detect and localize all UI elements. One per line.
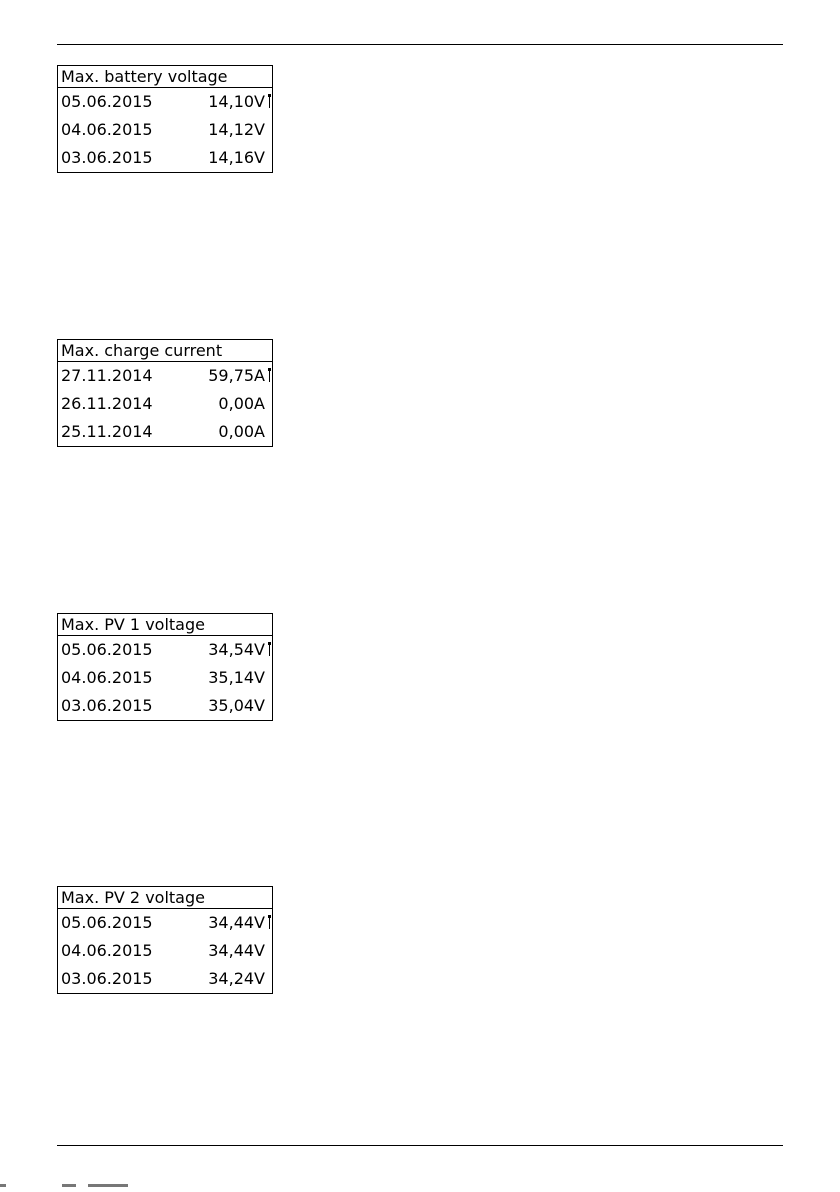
scroll-up-indicator-icon bbox=[268, 368, 271, 382]
list-item[interactable] bbox=[58, 390, 272, 418]
row-value: 14,10V bbox=[208, 92, 265, 111]
list-item[interactable] bbox=[58, 88, 272, 116]
scroll-up-indicator-icon bbox=[268, 642, 271, 656]
list-item[interactable] bbox=[58, 418, 272, 446]
row-date: 03.06.2015 bbox=[61, 696, 153, 715]
page-edge-artifact bbox=[0, 1184, 140, 1192]
row-value: 59,75A bbox=[208, 366, 265, 385]
row-date: 03.06.2015 bbox=[61, 148, 153, 167]
row-value: 0,00A bbox=[218, 422, 265, 441]
list-item[interactable] bbox=[58, 636, 272, 664]
panel-title: Max. PV 1 voltage bbox=[58, 614, 272, 636]
row-date: 04.06.2015 bbox=[61, 941, 153, 960]
list-item[interactable] bbox=[58, 692, 272, 720]
row-value: 14,16V bbox=[208, 148, 265, 167]
scroll-up-indicator-icon bbox=[268, 94, 271, 108]
row-date: 04.06.2015 bbox=[61, 668, 153, 687]
row-value: 35,04V bbox=[208, 696, 265, 715]
max-pv1-voltage-panel bbox=[57, 613, 273, 721]
panel-rows bbox=[58, 909, 272, 993]
row-value: 34,54V bbox=[208, 640, 265, 659]
row-date: 05.06.2015 bbox=[61, 640, 153, 659]
row-value: 34,24V bbox=[208, 969, 265, 988]
row-date: 04.06.2015 bbox=[61, 120, 153, 139]
panel-title: Max. battery voltage bbox=[58, 66, 272, 88]
row-date: 25.11.2014 bbox=[61, 422, 153, 441]
panel-rows bbox=[58, 88, 272, 172]
list-item[interactable] bbox=[58, 144, 272, 172]
row-value: 35,14V bbox=[208, 668, 265, 687]
footer-rule bbox=[57, 1145, 783, 1146]
list-item[interactable] bbox=[58, 116, 272, 144]
scroll-up-indicator-icon bbox=[268, 915, 271, 929]
list-item[interactable] bbox=[58, 965, 272, 993]
row-date: 27.11.2014 bbox=[61, 366, 153, 385]
panel-rows bbox=[58, 636, 272, 720]
list-item[interactable] bbox=[58, 664, 272, 692]
row-value: 0,00A bbox=[218, 394, 265, 413]
panel-rows bbox=[58, 362, 272, 446]
row-date: 05.06.2015 bbox=[61, 92, 153, 111]
max-battery-voltage-panel bbox=[57, 65, 273, 173]
row-date: 05.06.2015 bbox=[61, 913, 153, 932]
list-item[interactable] bbox=[58, 362, 272, 390]
row-value: 14,12V bbox=[208, 120, 265, 139]
header-rule bbox=[57, 44, 783, 45]
row-value: 34,44V bbox=[208, 913, 265, 932]
panel-title: Max. charge current bbox=[58, 340, 272, 362]
max-pv2-voltage-panel bbox=[57, 886, 273, 994]
max-charge-current-panel bbox=[57, 339, 273, 447]
row-value: 34,44V bbox=[208, 941, 265, 960]
list-item[interactable] bbox=[58, 909, 272, 937]
row-date: 26.11.2014 bbox=[61, 394, 153, 413]
row-date: 03.06.2015 bbox=[61, 969, 153, 988]
panel-title: Max. PV 2 voltage bbox=[58, 887, 272, 909]
list-item[interactable] bbox=[58, 937, 272, 965]
